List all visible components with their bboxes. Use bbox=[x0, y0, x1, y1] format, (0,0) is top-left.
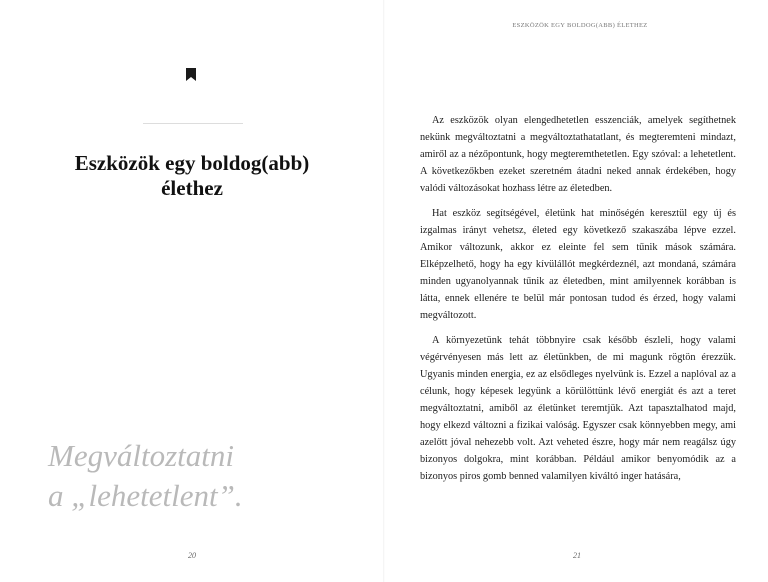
pull-quote bbox=[48, 436, 378, 516]
page-number-right: 21 bbox=[573, 551, 581, 560]
chapter-title-line-1: Eszközök egy boldog(abb) bbox=[74, 151, 310, 175]
title-divider bbox=[143, 123, 243, 124]
pull-quote-line-1: Megváltoztatni bbox=[48, 438, 234, 473]
paragraph: Hat eszköz segítségével, életünk hat minőségén keresztül egy új és izgalmas irányt vehetsz, életed egy következő szakaszába lépve ezzel. Amikor változunk, akkor ez eleinte fel sem tűnik mások számára. Elképzelhető, hogy ha egy kívülállót megkérdeznél, azt mondaná, számára minden ugyanolyannak tűnik az életedben, mint amilyennek korábban is látta, ennek ellenére te belül már pontosan tudod és érzed, hogy valami megváltozott. bbox=[420, 208, 736, 321]
right-page bbox=[384, 0, 768, 582]
bookmark-icon bbox=[186, 68, 196, 81]
chapter-title bbox=[40, 151, 344, 201]
body-text bbox=[420, 112, 736, 493]
pull-quote-line-2: a „lehetetlent”. bbox=[48, 478, 243, 513]
chapter-title-line-2: élethez bbox=[161, 176, 223, 200]
paragraph: A környezetünk tehát többnyire csak később észleli, hogy valami végérvényesen más lett az életünkben, de mi magunk rögtön érezzük. Ugyanis minden energia, ez az elsődleges nyelvünk is. Ezzel a naplóval az a célunk, hogy képesek legyünk a körülöttünk lévő energiát és azt a teret megváltoztatni, amiből az életünket teremtjük. Azt tapasztalhatod majd, hogy elkezd változni a fizikai valóság. Egyszer csak könnyebben megy, ami azelőtt jóval nehezebb volt. Azt veheted észre, hogy már nem reagálsz úgy bizonyos dolgokra, mint korábban. Például amikor benyomódik az a bizonyos piros gomb benned valamilyen kiváltó inger hatására, bbox=[420, 335, 736, 482]
running-head: ESZKÖZÖK EGY BOLDOG(ABB) ÉLETHEZ bbox=[512, 22, 648, 29]
page-number-left: 20 bbox=[188, 551, 196, 560]
paragraph: Az eszközök olyan elengedhetetlen esszenciák, amelyek segíthetnek nekünk megváltoztatni a megváltoztathatatlant, és megteremteni mindazt, amiről az a nézőpontunk, hogy megteremthetetlen. Egy szóval: a lehetetlent. A következőkben ezeket szeretném átadni neked annak érdekében, hogy valódi változásokat hozhass létre az életedben. bbox=[420, 115, 736, 194]
